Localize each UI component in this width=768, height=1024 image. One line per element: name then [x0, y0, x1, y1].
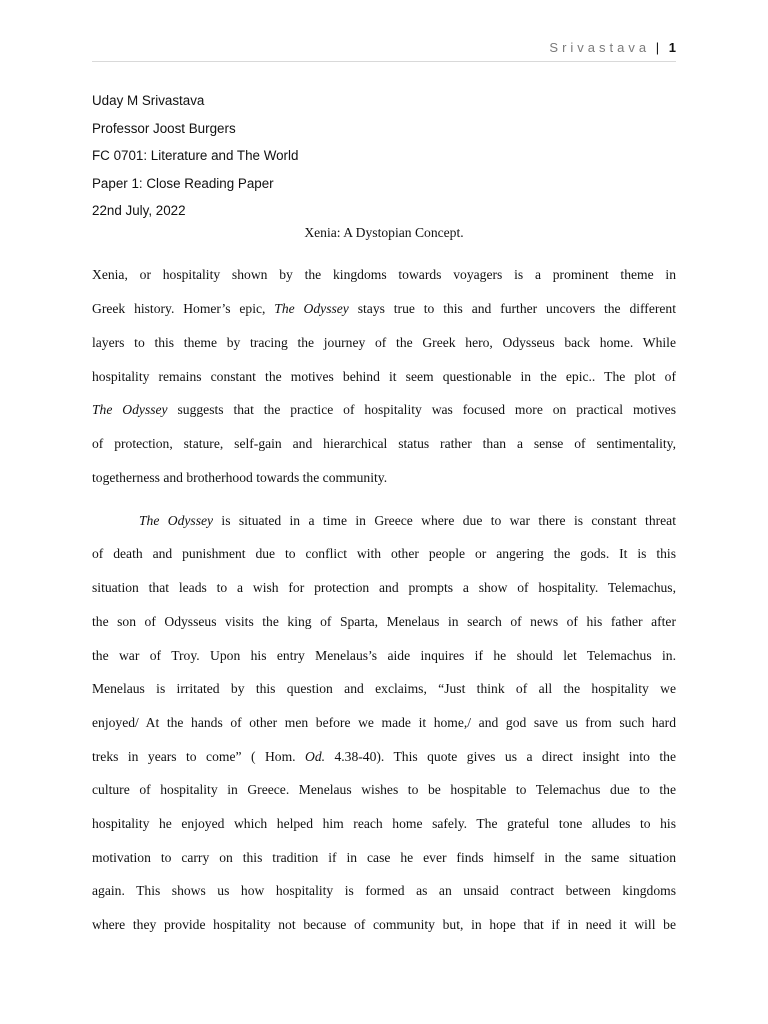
heading-assignment: Paper 1: Close Reading Paper	[92, 175, 274, 191]
paper-title: Xenia: A Dystopian Concept.	[304, 225, 464, 240]
running-header	[92, 40, 676, 55]
paragraph-line: hospitality remains constant the motives behind it seem questionable in the epic.. The plot of	[92, 369, 676, 384]
paragraph-line: the son of Odysseus visits the king of Sparta, Menelaus in search of news of his father after	[92, 614, 676, 629]
paragraph-line	[92, 747, 676, 767]
paragraph-line: where they provide hospitality not because of community but, in hope that if in need it will be	[92, 917, 676, 932]
header-author-name: Srivastava	[549, 40, 651, 55]
italic-citation: Od.	[305, 749, 326, 764]
paragraph-line: layers to this theme by tracing the journey of the Greek hero, Odysseus back home. While	[92, 335, 676, 350]
header-rule	[92, 61, 676, 62]
paragraph-line: togetherness and brotherhood towards the community.	[92, 470, 388, 485]
paragraph-line: again. This shows us how hospitality is formed as an unsaid contract between kingdoms	[92, 883, 676, 898]
text-run: stays true to this and further uncovers the different	[348, 301, 676, 316]
paragraph-line: the war of Troy. Upon his entry Menelaus’s aide inquires if he should let Telemachus in.	[92, 648, 676, 663]
text-run: suggests that the practice of hospitality was focused more on practical motives	[167, 402, 676, 417]
header-page-number: 1	[668, 40, 676, 55]
paragraph-line: of death and punishment due to conflict with other people or angering the gods. It is this	[92, 546, 676, 561]
paragraph-line: of protection, stature, self-gain and hierarchical status rather than a sense of sentimentality,	[92, 436, 676, 451]
heading-professor: Professor Joost Burgers	[92, 120, 236, 136]
paragraph-line: hospitality he enjoyed which helped him reach home safely. The grateful tone alludes to his	[92, 816, 676, 831]
text-run: Greek history. Homer’s epic,	[92, 301, 275, 316]
heading-course: FC 0701: Literature and The World	[92, 148, 299, 163]
paragraph-line: Xenia, or hospitality shown by the kingdoms towards voyagers is a prominent theme in	[92, 267, 676, 282]
paragraph-line	[92, 400, 676, 420]
text-run: is situated in a time in Greece where due to war there is constant threat	[213, 513, 676, 528]
heading-date: 22nd July, 2022	[92, 203, 186, 218]
paragraph-line: situation that leads to a wish for protection and prompts a show of hospitality. Telemachus,	[92, 580, 676, 595]
mla-heading	[92, 87, 676, 225]
italic-title: The Odyssey	[92, 402, 168, 417]
paragraph-line	[92, 299, 676, 319]
header-separator: |	[655, 40, 660, 55]
text-run: 4.38-40). This quote gives us a direct insight into the	[325, 749, 676, 764]
paragraph-line: culture of hospitality in Greece. Menelaus wishes to be hospitable to Telemachus due to the	[92, 782, 676, 797]
paragraph-line: motivation to carry on this tradition if in case he ever finds himself in the same situation	[92, 850, 676, 865]
paragraph-line	[139, 511, 676, 531]
italic-title: The Odyssey	[274, 301, 349, 316]
heading-author: Uday M Srivastava	[92, 93, 205, 108]
paragraph-line: Menelaus is irritated by this question and exclaims, “Just think of all the hospitality we	[92, 681, 676, 696]
italic-title: The Odyssey	[139, 513, 214, 528]
paragraph-line: enjoyed/ At the hands of other men before we made it home,/ and god save us from such hard	[92, 715, 676, 730]
text-run: treks in years to come” ( Hom.	[92, 749, 305, 764]
